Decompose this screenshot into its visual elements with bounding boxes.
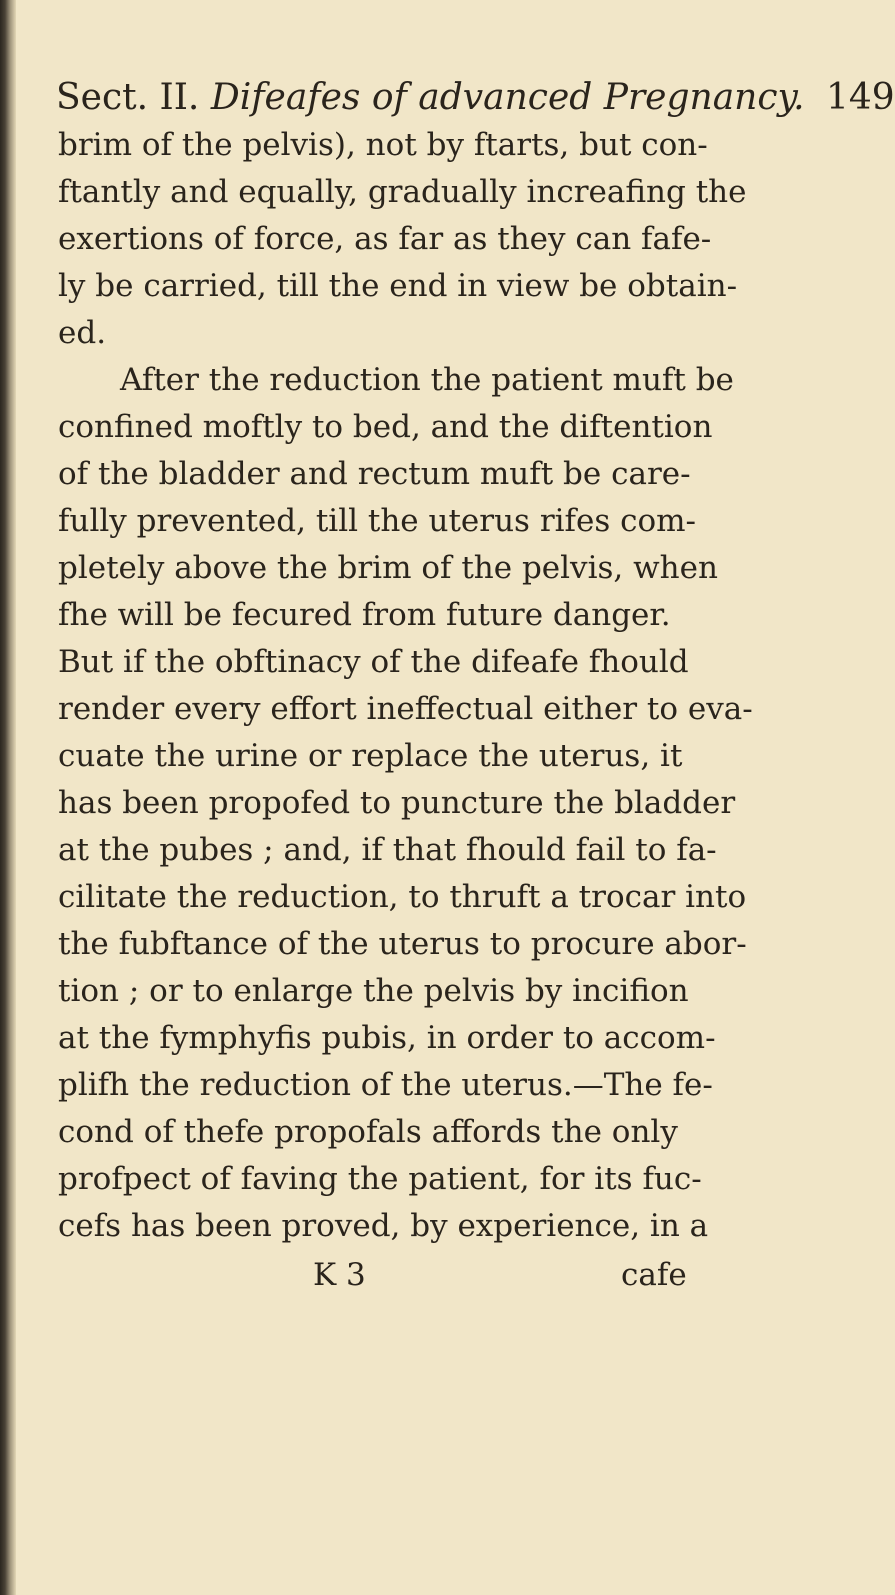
- text-line: plifh the reduction of the uterus.—The fe-: [58, 1067, 713, 1103]
- text-line: of the bladder and rectum muft be care-: [58, 456, 691, 492]
- catchword: cafe: [621, 1257, 687, 1293]
- binding-edge: [0, 0, 16, 1595]
- signature-mark: K 3: [313, 1257, 366, 1293]
- text-line: ly be carried, till the end in view be obtain-: [58, 268, 738, 304]
- text-line: But if the obftinacy of the difeafe fhould: [58, 644, 689, 680]
- text-line: pletely above the brim of the pelvis, when: [58, 550, 718, 586]
- text-line: exertions of force, as far as they can fafe-: [58, 221, 712, 257]
- text-line: cuate the urine or replace the uterus, it: [58, 738, 683, 774]
- text-line: at the fymphyfis pubis, in order to accom-: [58, 1020, 716, 1056]
- text-line: confined moftly to bed, and the diftention: [58, 409, 713, 445]
- text-line: fully prevented, till the uterus rifes com-: [58, 503, 697, 539]
- paragraph-first-line: After the reduction the patient muft be: [120, 362, 734, 398]
- text-line: tion ; or to enlarge the pelvis by incifion: [58, 973, 689, 1009]
- text-line: cilitate the reduction, to thruft a trocar into: [58, 879, 747, 915]
- page-footer: [58, 1252, 748, 1299]
- running-head: [56, 68, 895, 128]
- text-line: profpect of faving the patient, for its fuc-: [58, 1161, 702, 1197]
- text-line: ed.: [58, 315, 107, 351]
- page-number: 149: [825, 77, 895, 118]
- section-label: Sect. II.: [56, 77, 200, 118]
- text-line: render every effort ineffectual either to eva-: [58, 691, 753, 727]
- body-text: [58, 122, 753, 1250]
- text-line: brim of the pelvis), not by ftarts, but con-: [58, 127, 708, 163]
- text-line: ftantly and equally, gradually increafing the: [58, 174, 747, 210]
- text-line: cefs has been proved, by experience, in a: [58, 1208, 709, 1244]
- text-line: has been propofed to puncture the bladder: [58, 785, 736, 821]
- text-line: cond of thefe propofals affords the only: [58, 1114, 678, 1150]
- text-line: the fubftance of the uterus to procure abor-: [58, 926, 747, 962]
- running-title: Difeafes of advanced Pregnancy.: [210, 77, 805, 118]
- text-line: at the pubes ; and, if that fhould fail to fa-: [58, 832, 717, 868]
- text-line: fhe will be fecured from future danger.: [58, 597, 671, 633]
